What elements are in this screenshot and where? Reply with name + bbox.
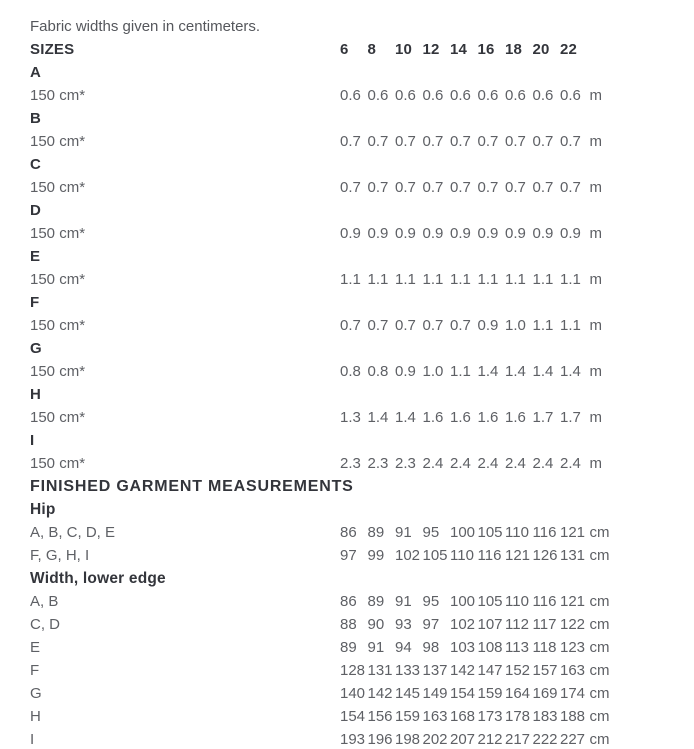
fabric-width-label: 150 cm* [30,409,86,426]
measurement-value: 207 [450,731,476,748]
measurement-value: 126 [532,547,558,564]
values-block [340,268,626,291]
fabric-value: 0.7 [422,133,444,150]
fabric-view-row [30,153,694,176]
fabric-value: 2.4 [560,455,581,472]
fabric-value: 1.4 [477,363,499,380]
measurement-value: 163 [422,708,448,725]
fabric-value: 0.7 [395,133,416,150]
fabric-value: 0.6 [395,87,416,104]
values-block [340,521,626,544]
fabric-value: 0.7 [505,133,526,150]
finished-measurements-title: FINISHED GARMENT MEASUREMENTS [30,478,354,495]
measurement-value: 97 [340,547,357,564]
measurement-value: 113 [505,639,529,656]
fabric-width-label: 150 cm* [30,455,86,472]
values-block [340,222,626,245]
fabric-value: 2.4 [450,455,471,472]
measurement-value: 105 [477,593,503,610]
fabric-value: 1.4 [505,363,526,380]
measurement-value: 202 [422,731,448,748]
fabric-width-label: 150 cm* [30,271,86,288]
unit-label: cm [589,616,610,633]
measurement-views-label: H [30,708,41,725]
fabric-width-label: 150 cm* [30,225,86,242]
measurement-value: 89 [367,524,385,541]
size-column-header: 18 [505,41,523,58]
measurement-value: 121 [560,593,586,610]
unit-label: m [589,271,602,288]
measurement-value: 103 [450,639,476,656]
fabric-value: 0.9 [477,317,499,334]
fabric-value: 1.0 [422,363,444,380]
values-block [340,613,626,636]
unit-label: m [589,225,602,242]
fabric-value: 2.4 [505,455,526,472]
measurement-views-label: F, G, H, I [30,547,90,564]
measurement-value: 169 [532,685,558,702]
measurement-row [30,728,694,749]
fabric-value: 1.1 [340,271,361,288]
measurement-row [30,682,694,705]
measurement-value: 105 [422,547,448,564]
fabric-value: 0.7 [560,179,581,196]
unit-label: cm [589,593,610,610]
measurement-row [30,590,694,613]
fabric-value: 2.4 [422,455,444,472]
measurement-value: 145 [395,685,421,702]
fabric-value: 0.8 [340,363,361,380]
measurement-value: 99 [367,547,385,564]
view-letter: D [30,202,42,219]
fabric-value: 1.1 [560,271,581,288]
fabric-value: 1.1 [560,317,581,334]
fabric-value: 0.6 [340,87,361,104]
measurement-value: 131 [560,547,586,564]
measurement-value: 89 [340,639,357,656]
view-letter: A [30,64,42,81]
values-block [340,360,626,383]
fabric-value: 0.9 [395,225,416,242]
view-letter: C [30,156,42,173]
fabric-value: 2.3 [340,455,361,472]
unit-label: cm [589,685,610,702]
values-block [340,659,626,682]
fabric-width-row [30,130,694,153]
measurement-value: 168 [450,708,476,725]
fabric-value: 0.7 [505,179,526,196]
unit-label: cm [589,708,610,725]
measurement-value: 163 [560,662,586,679]
measurement-views-label: A, B [30,593,59,610]
fabric-value: 1.4 [395,409,416,426]
measurement-value: 173 [477,708,503,725]
measurement-group-row [30,567,694,590]
fabric-width-row [30,314,694,337]
fabric-width-row [30,360,694,383]
fabric-value: 0.9 [560,225,581,242]
fabric-value: 0.6 [532,87,554,104]
fabric-value: 0.6 [477,87,499,104]
measurement-value: 193 [340,731,366,748]
measurement-value: 116 [532,593,557,610]
fabric-value: 1.1 [395,271,416,288]
fabric-value: 0.7 [532,133,554,150]
measurement-value: 102 [450,616,476,633]
fabric-value: 1.1 [532,271,554,288]
fabric-value: 0.7 [477,179,499,196]
measurement-value: 100 [450,524,476,541]
values-block [340,38,588,61]
measurement-views-label: G [30,685,42,702]
fabric-value: 1.1 [450,271,471,288]
measurement-value: 105 [477,524,503,541]
fabric-value: 0.7 [422,317,444,334]
measurement-value: 117 [532,616,557,633]
fabric-width-label: 150 cm* [30,317,86,334]
values-block [340,130,626,153]
fabric-value: 0.7 [450,133,471,150]
values-block [340,728,626,749]
fabric-value: 1.1 [450,363,471,380]
values-block [340,636,626,659]
measurement-value: 123 [560,639,586,656]
measurement-views-label: F [30,662,40,679]
measurement-value: 88 [340,616,357,633]
values-block [340,314,626,337]
measurement-value: 110 [505,524,529,541]
measurement-value: 121 [505,547,531,564]
fabric-value: 0.9 [532,225,554,242]
view-letter: E [30,248,41,265]
values-block [340,682,626,705]
fabric-value: 0.7 [450,179,471,196]
measurement-value: 107 [477,616,503,633]
measurement-value: 86 [340,593,357,610]
view-letter: B [30,110,42,127]
measurement-value: 137 [422,662,448,679]
measurement-value: 131 [367,662,393,679]
unit-label: m [589,317,602,334]
measurement-value: 222 [532,731,558,748]
fabric-value: 0.7 [340,179,361,196]
measurement-value: 159 [477,685,503,702]
measurement-row [30,636,694,659]
measurement-value: 157 [532,662,558,679]
measurement-value: 118 [532,639,557,656]
values-block [340,544,626,567]
measurement-value: 198 [395,731,421,748]
unit-label: m [589,87,602,104]
view-letter: H [30,386,42,403]
finished-measurements-title-row [30,475,694,498]
measurement-group-name: Hip [30,501,56,518]
measurement-value: 102 [395,547,421,564]
measurement-value: 95 [422,593,440,610]
measurement-value: 95 [422,524,440,541]
fabric-value: 1.0 [505,317,526,334]
fabric-value: 0.7 [367,133,389,150]
fabric-view-row [30,199,694,222]
fabric-value: 0.9 [422,225,444,242]
measurement-value: 100 [450,593,476,610]
fabric-view-row [30,383,694,406]
fabric-width-label: 150 cm* [30,179,86,196]
fabric-value: 1.7 [560,409,581,426]
measurement-value: 122 [560,616,586,633]
fabric-width-label: 150 cm* [30,87,86,104]
measurement-value: 98 [422,639,440,656]
fabric-value: 1.4 [367,409,389,426]
values-block [340,84,626,107]
fabric-value: 1.6 [505,409,526,426]
measurement-value: 108 [477,639,503,656]
fabric-view-row [30,245,694,268]
unit-label: m [589,363,602,380]
measurement-value: 91 [395,593,412,610]
fabric-value: 0.6 [422,87,444,104]
fabric-view-row [30,107,694,130]
measurement-value: 110 [505,593,529,610]
size-column-header: 22 [560,41,578,58]
unit-label: cm [589,731,610,748]
fabric-value: 0.9 [395,363,416,380]
fabric-value: 2.4 [477,455,499,472]
fabric-value: 2.3 [367,455,389,472]
measurement-value: 116 [532,524,557,541]
measurement-value: 112 [505,616,529,633]
view-letter: G [30,340,42,357]
intro-row [30,15,694,38]
fabric-view-row [30,291,694,314]
fabric-width-row [30,84,694,107]
fabric-value: 1.6 [477,409,499,426]
measurement-value: 217 [505,731,531,748]
measurement-value: 188 [560,708,586,725]
measurement-value: 227 [560,731,586,748]
fabric-value: 1.3 [340,409,361,426]
view-letter: I [30,432,35,449]
measurement-row [30,659,694,682]
fabric-value: 0.9 [340,225,361,242]
measurement-value: 133 [395,662,421,679]
fabric-value: 0.7 [532,179,554,196]
fabric-value: 0.7 [450,317,471,334]
fabric-width-row [30,452,694,475]
fabric-value: 0.7 [395,317,416,334]
measurement-value: 90 [367,616,385,633]
measurement-value: 159 [395,708,421,725]
fabric-value: 0.7 [367,179,389,196]
measurement-value: 142 [367,685,393,702]
fabric-value: 0.7 [340,133,361,150]
unit-label: cm [589,662,610,679]
fabric-value: 1.4 [532,363,554,380]
measurement-table [30,38,694,749]
unit-label: cm [589,639,610,656]
fabric-value: 0.8 [367,363,389,380]
fabric-value: 0.6 [450,87,471,104]
fabric-value: 0.7 [367,317,389,334]
size-column-header: 20 [532,41,550,58]
fabric-width-row [30,268,694,291]
measurement-value: 154 [340,708,366,725]
measurement-views-label: E [30,639,41,656]
sizes-label: SIZES [30,41,75,58]
unit-label: m [589,133,602,150]
unit-label: m [589,179,602,196]
fabric-width-row [30,222,694,245]
measurement-value: 149 [422,685,448,702]
fabric-width-row [30,176,694,199]
measurement-views-label: I [30,731,35,748]
measurement-value: 86 [340,524,357,541]
fabric-value: 1.1 [477,271,499,288]
fabric-value: 0.7 [477,133,499,150]
measurement-views-label: A, B, C, D, E [30,524,116,541]
fabric-value: 1.6 [422,409,444,426]
fabric-value: 0.6 [560,87,581,104]
measurement-value: 147 [477,662,503,679]
measurement-value: 110 [450,547,474,564]
sizes-header-row [30,38,694,61]
size-column-header: 6 [340,41,349,58]
fabric-value: 0.7 [560,133,581,150]
values-block [340,176,626,199]
fabric-value: 0.6 [367,87,389,104]
fabric-value: 1.6 [450,409,471,426]
fabric-width-row [30,406,694,429]
measurement-value: 121 [560,524,586,541]
fabric-value: 1.4 [560,363,581,380]
values-block [340,590,626,613]
measurement-value: 164 [505,685,531,702]
fabric-value: 2.3 [395,455,416,472]
fabric-value: 0.9 [367,225,389,242]
measurement-value: 152 [505,662,531,679]
measurement-value: 91 [367,639,385,656]
measurement-value: 89 [367,593,385,610]
fabric-value: 0.6 [505,87,526,104]
measurement-value: 94 [395,639,412,656]
measurement-value: 156 [367,708,393,725]
measurement-value: 154 [450,685,476,702]
unit-label: m [589,409,602,426]
measurement-value: 93 [395,616,412,633]
fabric-view-row [30,337,694,360]
fabric-value: 0.7 [395,179,416,196]
values-block [340,406,626,429]
fabric-value: 0.7 [340,317,361,334]
measurement-value: 212 [477,731,503,748]
fabric-view-row [30,61,694,84]
measurement-group-name: Width, lower edge [30,570,166,587]
unit-label: cm [589,524,610,541]
size-column-header: 14 [450,41,468,58]
fabric-value: 1.1 [422,271,444,288]
fabric-value: 2.4 [532,455,554,472]
fabric-value: 1.7 [532,409,554,426]
measurement-row [30,613,694,636]
measurement-row [30,544,694,567]
size-column-header: 16 [477,41,495,58]
measurement-value: 196 [367,731,393,748]
fabric-width-label: 150 cm* [30,133,86,150]
values-block [340,452,626,475]
fabric-value: 1.1 [505,271,526,288]
measurement-row [30,521,694,544]
size-column-header: 8 [367,41,377,58]
fabric-value: 1.1 [532,317,554,334]
measurement-group-row [30,498,694,521]
unit-label: m [589,455,602,472]
values-block [340,705,626,728]
fabric-width-label: 150 cm* [30,363,86,380]
measurement-value: 91 [395,524,412,541]
intro-text: Fabric widths given in centimeters. [30,18,261,35]
fabric-view-row [30,429,694,452]
fabric-value: 0.9 [505,225,526,242]
size-column-header: 12 [422,41,440,58]
fabric-value: 1.1 [367,271,389,288]
measurement-value: 128 [340,662,366,679]
size-column-header: 10 [395,41,413,58]
measurement-value: 174 [560,685,586,702]
measurement-value: 142 [450,662,476,679]
measurement-views-label: C, D [30,616,60,633]
measurement-value: 97 [422,616,440,633]
view-letter: F [30,294,40,311]
measurement-value: 116 [477,547,502,564]
measurement-value: 178 [505,708,531,725]
measurement-value: 140 [340,685,366,702]
measurement-row [30,705,694,728]
unit-label: cm [589,547,610,564]
fabric-value: 0.9 [450,225,471,242]
measurement-value: 183 [532,708,558,725]
fabric-value: 0.7 [422,179,444,196]
fabric-value: 0.9 [477,225,499,242]
